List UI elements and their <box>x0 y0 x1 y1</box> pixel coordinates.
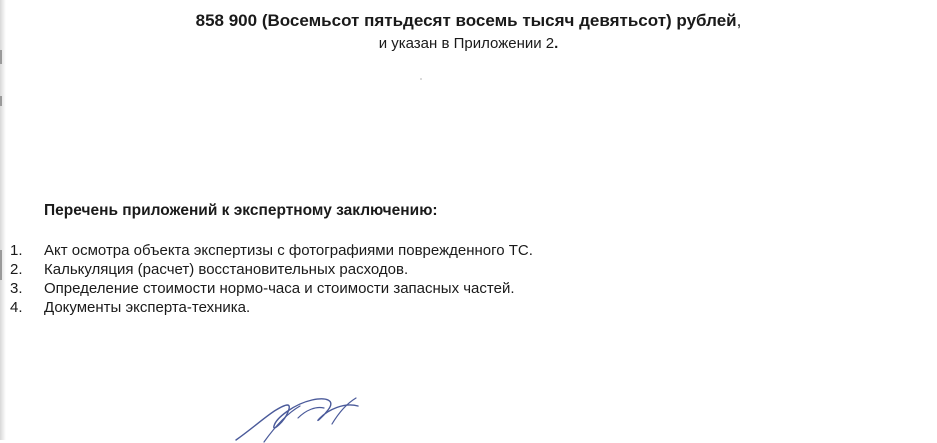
appendix-item-number: 4. <box>10 299 23 316</box>
amount-line <box>0 10 937 32</box>
appendix-item-number: 3. <box>10 280 23 297</box>
appendix-item <box>10 279 533 298</box>
scan-edge <box>0 0 6 440</box>
appendices-title: Перечень приложений к экспертному заключению: <box>44 202 438 219</box>
appendix-item-text: Документы эксперта-техника. <box>44 299 251 316</box>
scan-mark <box>0 96 2 106</box>
amount-text: 858 900 (Восемьсот пятьдесят восемь тысяч девятьсот) рублей <box>195 11 737 30</box>
appendix-reference <box>0 34 937 53</box>
appendix-item <box>10 260 533 279</box>
appendix-reference-suffix: . <box>554 35 559 52</box>
amount-suffix: , <box>736 11 742 30</box>
appendix-item <box>10 298 533 317</box>
appendix-item-text: Определение стоимости нормо-часа и стоимости запасных частей. <box>44 280 515 297</box>
appendix-item-number: 2. <box>10 261 23 278</box>
signature-stroke <box>332 398 356 424</box>
appendix-item-text: Акт осмотра объекта экспертизы с фотографиями поврежденного ТС. <box>44 242 533 259</box>
signature-stroke <box>236 399 358 440</box>
appendix-reference-text: и указан в Приложении 2 <box>378 35 555 52</box>
signature-icon <box>228 388 378 443</box>
appendix-item-number: 1. <box>10 242 23 259</box>
scan-mark <box>0 250 2 280</box>
scan-speck <box>420 78 422 80</box>
appendix-item-text: Калькуляция (расчет) восстановительных расходов. <box>44 261 409 278</box>
appendices-list <box>10 241 533 317</box>
appendix-item <box>10 241 533 260</box>
